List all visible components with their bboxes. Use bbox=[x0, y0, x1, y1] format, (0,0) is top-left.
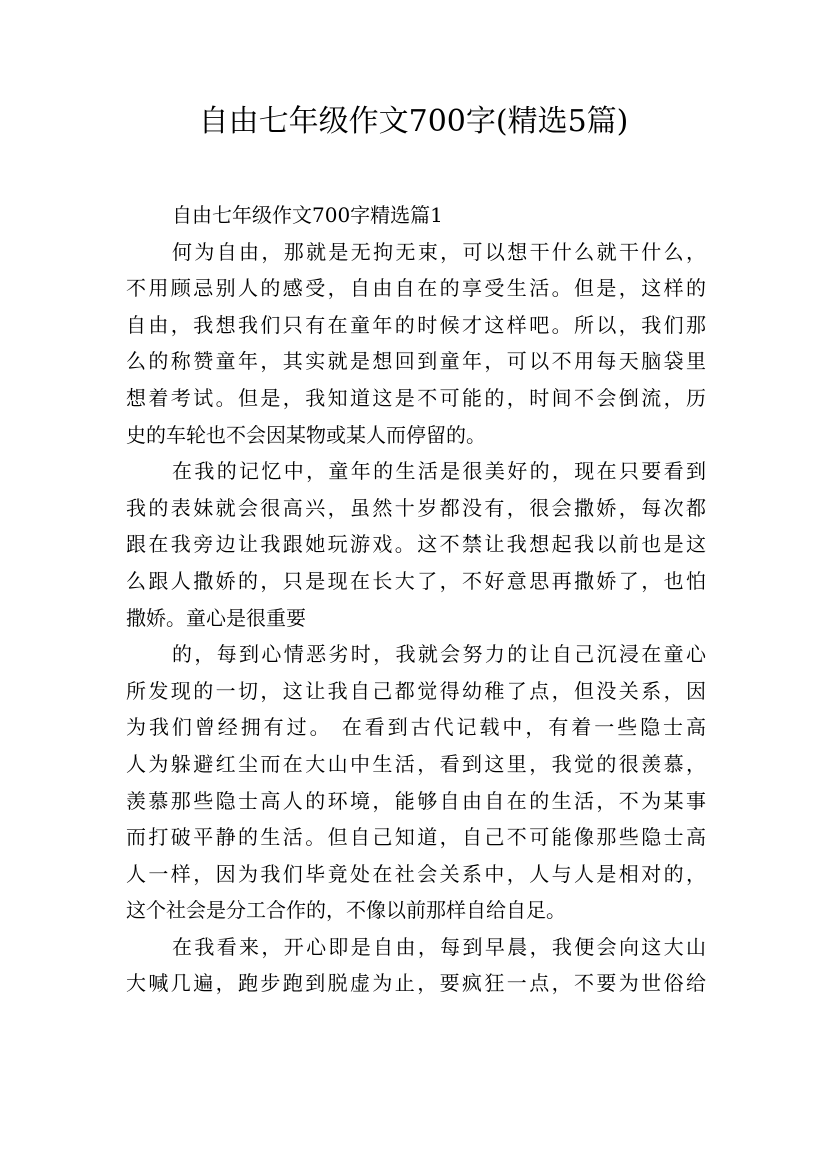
text-line: 么的称赞童年，其实就是想回到童年，可以不用每天脑袋里 bbox=[126, 349, 706, 374]
text-line: 这个社会是分工合作的，不像以前那样自给自足。 bbox=[126, 898, 566, 923]
text-line: 自由七年级作文700字精选篇1 bbox=[172, 203, 443, 227]
text-line: 自由，我想我们只有在童年的时候才这样吧。所以，我们那 bbox=[126, 312, 706, 337]
document-title: 自由七年级作文700字(精选5篇) bbox=[198, 104, 629, 139]
text-line: 想着考试。但是，我知道这是不可能的，时间不会倒流，历 bbox=[126, 385, 706, 410]
text-line: 而打破平静的生活。但自己知道，自己不可能像那些隐士高 bbox=[126, 825, 706, 850]
text-line: 人一样，因为我们毕竟处在社会关系中，人与人是相对的， bbox=[126, 861, 706, 886]
text-line: 在我看来，开心即是自由，每到早晨，我便会向这大山 bbox=[172, 934, 706, 959]
text-line: 在我的记忆中，童年的生活是很美好的，现在只要看到 bbox=[172, 459, 706, 484]
text-line: 人为躲避红尘而在大山中生活，看到这里，我觉的很羡慕， bbox=[126, 751, 706, 776]
text-line: 何为自由，那就是无拘无束，可以想干什么就干什么， bbox=[172, 239, 706, 264]
text-line: 的，每到心情恶劣时，我就会努力的让自己沉浸在童心 bbox=[172, 642, 706, 667]
document-body bbox=[126, 197, 706, 1002]
text-line: 为我们曾经拥有过。 在看到古代记载中，有着一些隐士高 bbox=[126, 715, 706, 740]
text-line: 跟在我旁边让我跟她玩游戏。这不禁让我想起我以前也是这 bbox=[126, 532, 706, 557]
text-line: 我的表妹就会很高兴，虽然十岁都没有，很会撒娇，每次都 bbox=[126, 495, 706, 520]
text-line: 大喊几遍，跑步跑到脱虚为止，要疯狂一点，不要为世俗给 bbox=[126, 971, 706, 996]
text-line: 史的车轮也不会因某物或某人而停留的。 bbox=[126, 422, 486, 447]
text-line: 不用顾忌别人的感受，自由自在的享受生活。但是，这样的 bbox=[126, 276, 706, 301]
text-line: 所发现的一切，这让我自己都觉得幼稚了点，但没关系，因 bbox=[126, 678, 706, 703]
text-line: 么跟人撒娇的，只是现在长大了，不好意思再撒娇了，也怕 bbox=[126, 568, 706, 593]
text-line: 撒娇。童心是很重要 bbox=[126, 605, 306, 630]
text-line: 羡慕那些隐士高人的环境，能够自由自在的生活，不为某事 bbox=[126, 788, 706, 813]
